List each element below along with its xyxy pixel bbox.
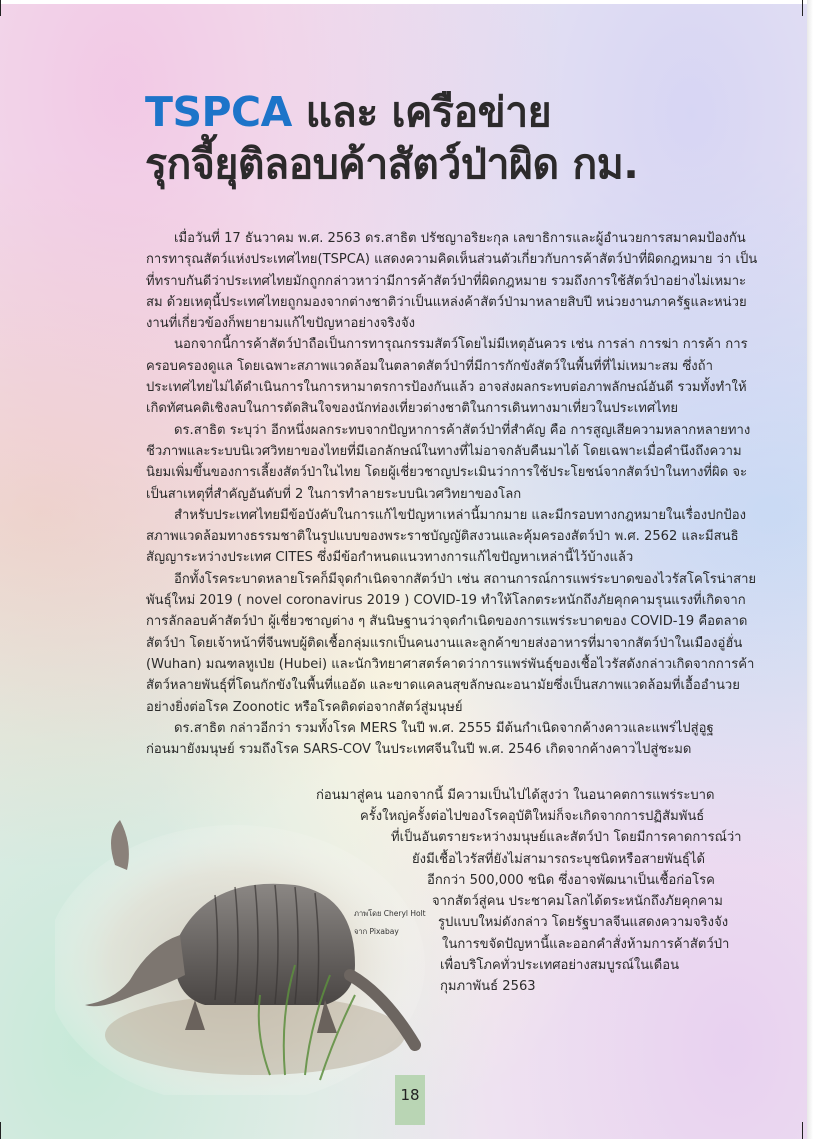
photo-credit-line-1: ภาพโดย Cheryl Holt bbox=[354, 909, 426, 918]
paragraph-2: นอกจากนี้การค้าสัตว์ป่าถือเป็นการทารุณกรรมสัตว์โดยไม่มีเหตุอันควร เช่น การล่า การฆ่า การค้า การครอบครองดูแล โดยเฉพาะสภาพแวดล้อมในตลาดสัตว์ป่าที่มีการกักขังสัตว์ในพื้นที่ที่ไม่เหมาะสม ซึ่งถ้าประเทศไทยไม่ได้ดำเนินการในการหามาตรการป้องกันแล้ว อาจส่งผลกระทบต่อภาพลักษณ์อันดี รวมทั้งทำให้เกิดทัศนคติเชิงลบในการตัดสินใจของนักท่องเที่ยวต่างชาติในการเดินทางมาเที่ยวในประเทศไทย bbox=[146, 337, 748, 417]
paragraph-4: สำหรับประเทศไทยมีข้อบังคับในการแก้ไขปัญหาเหล่านี้มากมาย และมีกรอบทางกฎหมายในเรื่องปกป้องสภาพแวดล้อมทางธรรมชาติในรูปแบบของพระราชบัญญัติสงวนและคุ้มครองสัตว์ป่า พ.ศ. 2562 และมีสนธิสัญญาระหว่างประเทศ CITES ซึ่งมีข้อกำหนดแนวทางการแก้ไขปัญหาเหล่านี้ไว้บ้างแล้ว bbox=[146, 507, 746, 566]
page-top-edge bbox=[0, 0, 813, 4]
armadillo-photo bbox=[55, 795, 435, 1095]
title-line-2: รุกจี้ยุติลอบค้าสัตว์ป่าผิด กม. bbox=[145, 140, 639, 188]
wrapped-line-1: ก่อนมาสู่คน นอกจากนี้ มีความเป็นไปได้สูงว่า ในอนาคตการแพร่ระบาด bbox=[316, 788, 715, 803]
wrapped-line-9: เพื่อบริโภคทั่วประเทศอย่างสมบูรณ์ในเดือน bbox=[440, 958, 680, 973]
paragraph-6-continued: ก่อนมายังมนุษย์ รวมถึงโรค SARS-COV ในประเทศจีนในปี พ.ศ. 2546 เกิดจากค้างคาวไปสู่ชะมด bbox=[146, 742, 692, 758]
wrapped-line-2: ครั้งใหญ่ครั้งต่อไปของโรคอุบัติใหม่ก็จะเกิดจากการปฏิสัมพันธ์ bbox=[360, 809, 705, 824]
paragraph-1: เมื่อวันที่ 17 ธันวาคม พ.ศ. 2563 ดร.สาธิต ปรัชญาอริยะกุล เลขาธิการและผู้อำนวยการสมาคมป้องกันการทารุณสัตว์แห่งประเทศไทย(TSPCA) แสดงความคิดเห็นส่วนตัวเกี่ยวกับการค้าสัตว์ป่าที่ผิดกฎหมาย ว่า เป็นที่ทราบกันดีว่าประเทศไทยมักถูกกล่าวหาว่ามีการค้าสัตว์ป่าที่ผิดกฎหมาย รวมถึงการใช้สัตว์ป่าอย่างไม่เหมาะสม ด้วยเหตุนี้ประเทศไทยถูกมองจากต่างชาติว่าเป็นแหล่งค้าสัตว์ป่ามาหลายสิบปี หน่วยงานภาครัฐและหน่วยงานที่เกี่ยวข้องก็พยายามแก้ไขปัญหาอย่างจริงจัง bbox=[146, 231, 758, 332]
article-title bbox=[145, 86, 765, 190]
wrapped-line-4: ยังมีเชื้อไวรัสที่ยังไม่สามารถระบุชนิดหรือสายพันธุ์ได้ bbox=[412, 852, 706, 867]
wrapped-line-5: อีกกว่า 500,000 ชนิด ซึ่งอาจพัฒนาเป็นเชื้อก่อโรค bbox=[427, 873, 715, 888]
crop-mark-top-left bbox=[0, 0, 1, 16]
wrapped-line-7: รูปแบบใหม่ดังกล่าว โดยรัฐบาลจีนแสดงความจริงจัง bbox=[438, 915, 729, 930]
paragraph-6: ดร.สาธิต กล่าวอีกว่า รวมทั้งโรค MERS ในปี พ.ศ. 2555 มีต้นกำเนิดจากค้างคาวและแพร่ไปสู่อูฐ bbox=[174, 720, 714, 736]
page-right-edge bbox=[807, 0, 813, 1139]
wrapped-line-3: ที่เป็นอันตรายระหว่างมนุษย์และสัตว์ป่า โดยมีการคาดการณ์ว่า bbox=[391, 830, 742, 845]
paragraph-5: อีกทั้งโรคระบาดหลายโรคก็มีจุดกำเนิดจากสัตว์ป่า เช่น สถานการณ์การแพร่ระบาดของไวรัสโคโรน่าสายพันธุ์ใหม่ 2019 ( novel coronavirus 2019 ) COVID-19 ทำให้โลกตระหนักถึงภัยคุกคามรุนแรงที่เกิดจากการลักลอบค้าสัตว์ป่า ผู้เชี่ยวชาญต่าง ๆ สันนิษฐานว่าจุดกำเนิดของการแพร่ระบาดของ COVID-19 คือตลาดสัตว์ป่า โดยเจ้าหน้าที่จีนพบผู้ติดเชื้อกลุ่มแรกเป็นคนงานและลูกค้าขายส่งอาหารที่มาจากสัตว์ป่าในเมืองอู่ฮั่น (Wuhan) มณฑลหูเป่ย (Hubei) และนักวิทยาศาสตร์คาดว่าการแพร่พันธุ์ของเชื้อไวรัสดังกล่าวเกิดจากการค้าสัตว์หลายพันธุ์ที่โดนกักขังในพื้นที่แออัด และขาดแคลนสุขลักษณะอนามัยซึ่งเป็นสภาพแวดล้อมที่เอื้ออำนวยอย่างยิ่งต่อโรค Zoonotic หรือโรคติดต่อจากสัตว์สู่มนุษย์ bbox=[146, 571, 757, 715]
crop-mark-bottom-right bbox=[802, 1122, 803, 1139]
crop-mark-bottom-left bbox=[0, 1122, 1, 1139]
title-line-1 bbox=[145, 86, 765, 138]
wrapped-line-8: ในการขจัดปัญหานี้และออกคำสั่งห้ามการค้าสัตว์ป่า bbox=[442, 937, 730, 952]
wrapped-line-6: จากสัตว์สู่คน ประชาคมโลกได้ตระหนักถึงภัยคุกคาม bbox=[432, 894, 723, 909]
crop-mark-top-right bbox=[802, 0, 803, 16]
title-accent: TSPCA bbox=[145, 88, 292, 136]
article-body bbox=[146, 228, 758, 760]
photo-credit bbox=[354, 905, 426, 941]
paragraph-3: ดร.สาธิต ระบุว่า อีกหนึ่งผลกระทบจากปัญหาการค้าสัตว์ป่าที่สำคัญ คือ การสูญเสียความหลากหลายทางชีวภาพและระบบนิเวศวิทยาของไทยที่มีเอกลักษณ์ในทางที่ไม่อาจกลับคืนมาได้ โดยเฉพาะเมื่อคำนึงถึงความนิยมเพิ่มขึ้นของการเลี้ยงสัตว์ป่าในไทย โดยผู้เชี่ยวชาญประเมินว่าการใช้ประโยชน์จากสัตว์ป่าในทางที่ผิด จะเป็นสาเหตุที่สำคัญอันดับที่ 2 ในการทำลายระบบนิเวศวิทยาของโลก bbox=[146, 422, 751, 502]
page-number: 18 bbox=[395, 1075, 425, 1125]
wrapped-line-10: กุมภาพันธ์ 2563 bbox=[440, 979, 536, 994]
title-line-1-rest: และ เครือข่าย bbox=[291, 88, 552, 136]
photo-credit-line-2: จาก Pixabay bbox=[354, 927, 399, 936]
